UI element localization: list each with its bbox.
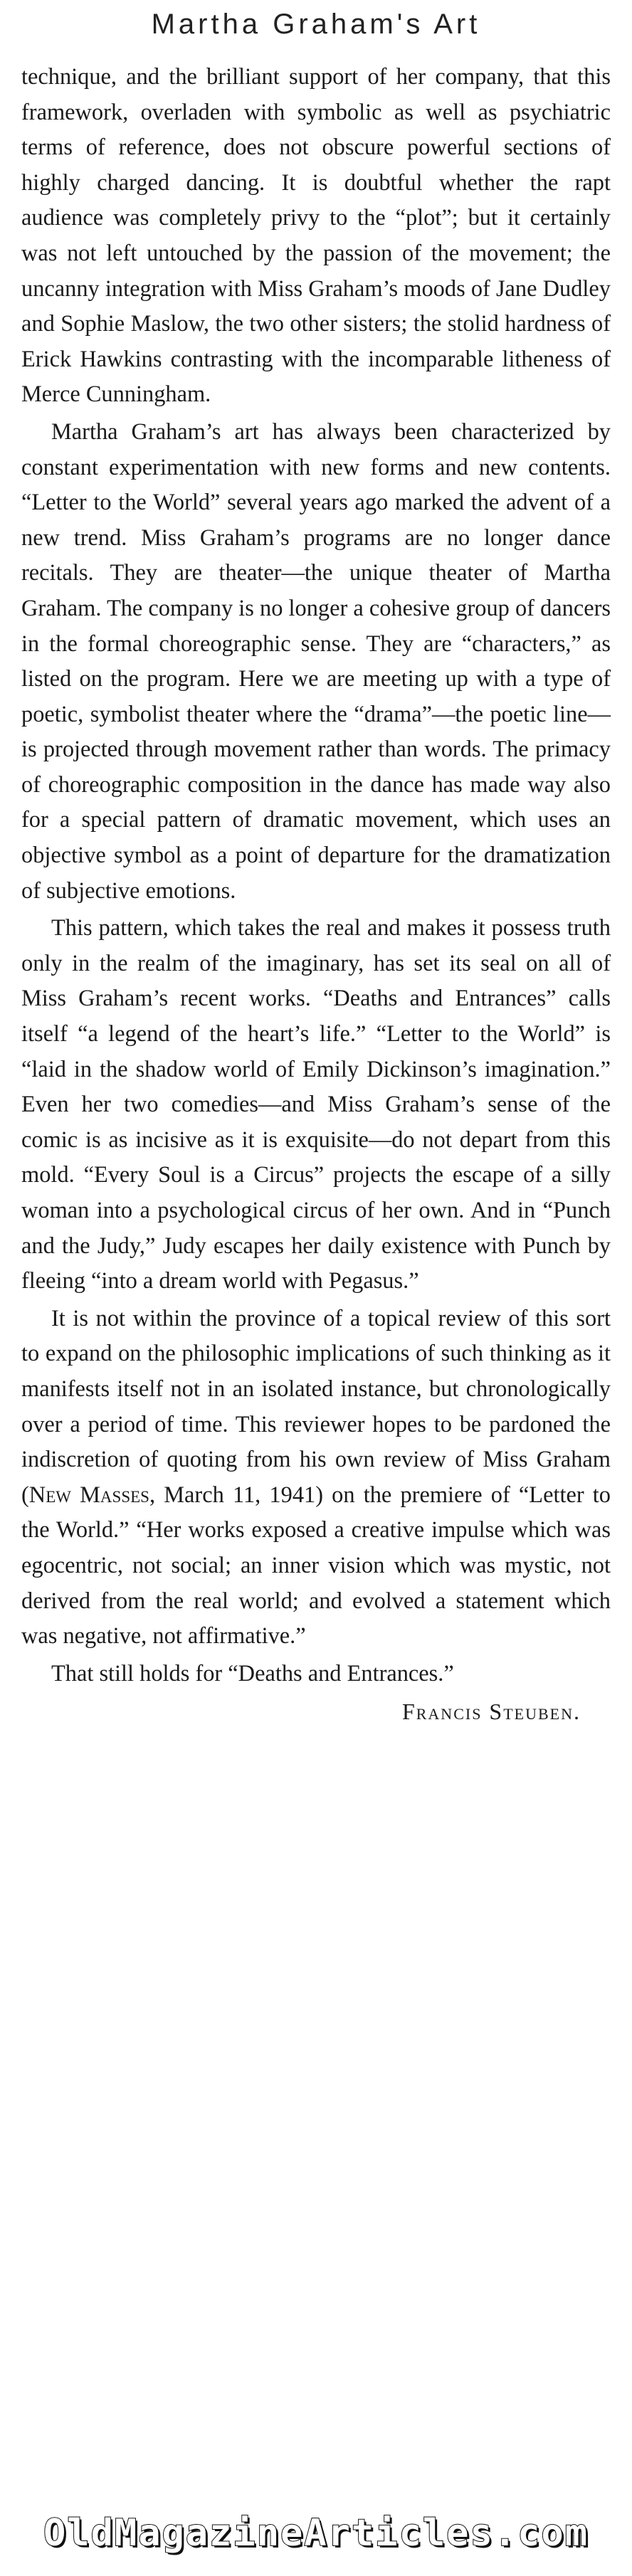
site-watermark: OldMagazineArticles.com [43, 2512, 589, 2555]
paragraph-4-rest: , March 11, 1941) on the premiere of “Letter to the World.” “Her works exposed a creative impulse which was egocentric, not social; an inner vision which was mystic, not derived from the real world; and evolved a statement which was negative, not affirmative.” [21, 1482, 611, 1649]
article-body [21, 60, 611, 1725]
paragraph-5: That still holds for “Deaths and Entrances.” [51, 1660, 454, 1686]
magazine-name: New Masses [28, 1482, 149, 1508]
paragraph-2: Martha Graham’s art has always been characterized by constant experimentation with new forms and new contents. “Letter to the World” several years ago marked the advent of a new trend. Miss Graham’s programs are no longer dance recitals. They are theater—the unique theater of Martha Graham. The company is no longer a cohesive group of dancers in the formal choreographic sense. They are “characters,” as listed on the program. Here we are meeting up with a type of poetic, symbolist theater where the “drama”—the poetic line—is projected through movement rather than words. The primacy of choreographic composition in the dance has made way also for a special pattern of dramatic movement, which uses an objective symbol as a point of departure for the dramatization of subjective emotions. [21, 418, 611, 904]
paragraph-4-text: It is not within the province of a topical review of this sort to expand on the philosophic implications of such thinking as it manifests itself not in an isolated instance, but chronologically over a period of time. This reviewer hopes to be pardoned the indiscretion of quoting from his own review of Miss Graham ( [21, 1305, 611, 1508]
paragraph-3: This pattern, which takes the real and makes it possess truth only in the realm of the imaginary, has set its seal on all of Miss Graham’s recent works. “Deaths and Entrances” calls itself “a legend of the heart’s life.” “Letter to the World” is “laid in the shadow world of Emily Dickinson’s imagination.” Even her two comedies—and Miss Graham’s sense of the comic is as incisive as it is exquisite—do not depart from this mold. “Every Soul is a Circus” projects the escape of a silly woman into a psychological circus of her own. And in “Punch and the Judy,” Judy escapes her daily existence with Punch by fleeing “into a dream world with Pegasus.” [21, 915, 611, 1294]
paragraph-4 [21, 1302, 611, 1654]
paragraph-1: technique, and the brilliant support of her company, that this framework, overladen with symbolic as well as psychiatric terms of reference, does not obscure powerful sections of highly charged dancing. It is doubtful whether the rapt audience was completely privy to the “plot”; but it certainly was not left untouched by the passion of the movement; the uncanny integration with Miss Graham’s moods of Jane Dudley and Sophie Maslow, the two other sisters; the stolid hardness of Erick Hawkins contrasting with the incomparable litheness of Merce Cunningham. [21, 64, 611, 408]
author-byline: Francis Steuben. [401, 1699, 581, 1725]
page-title: Martha Graham's Art [151, 9, 481, 40]
